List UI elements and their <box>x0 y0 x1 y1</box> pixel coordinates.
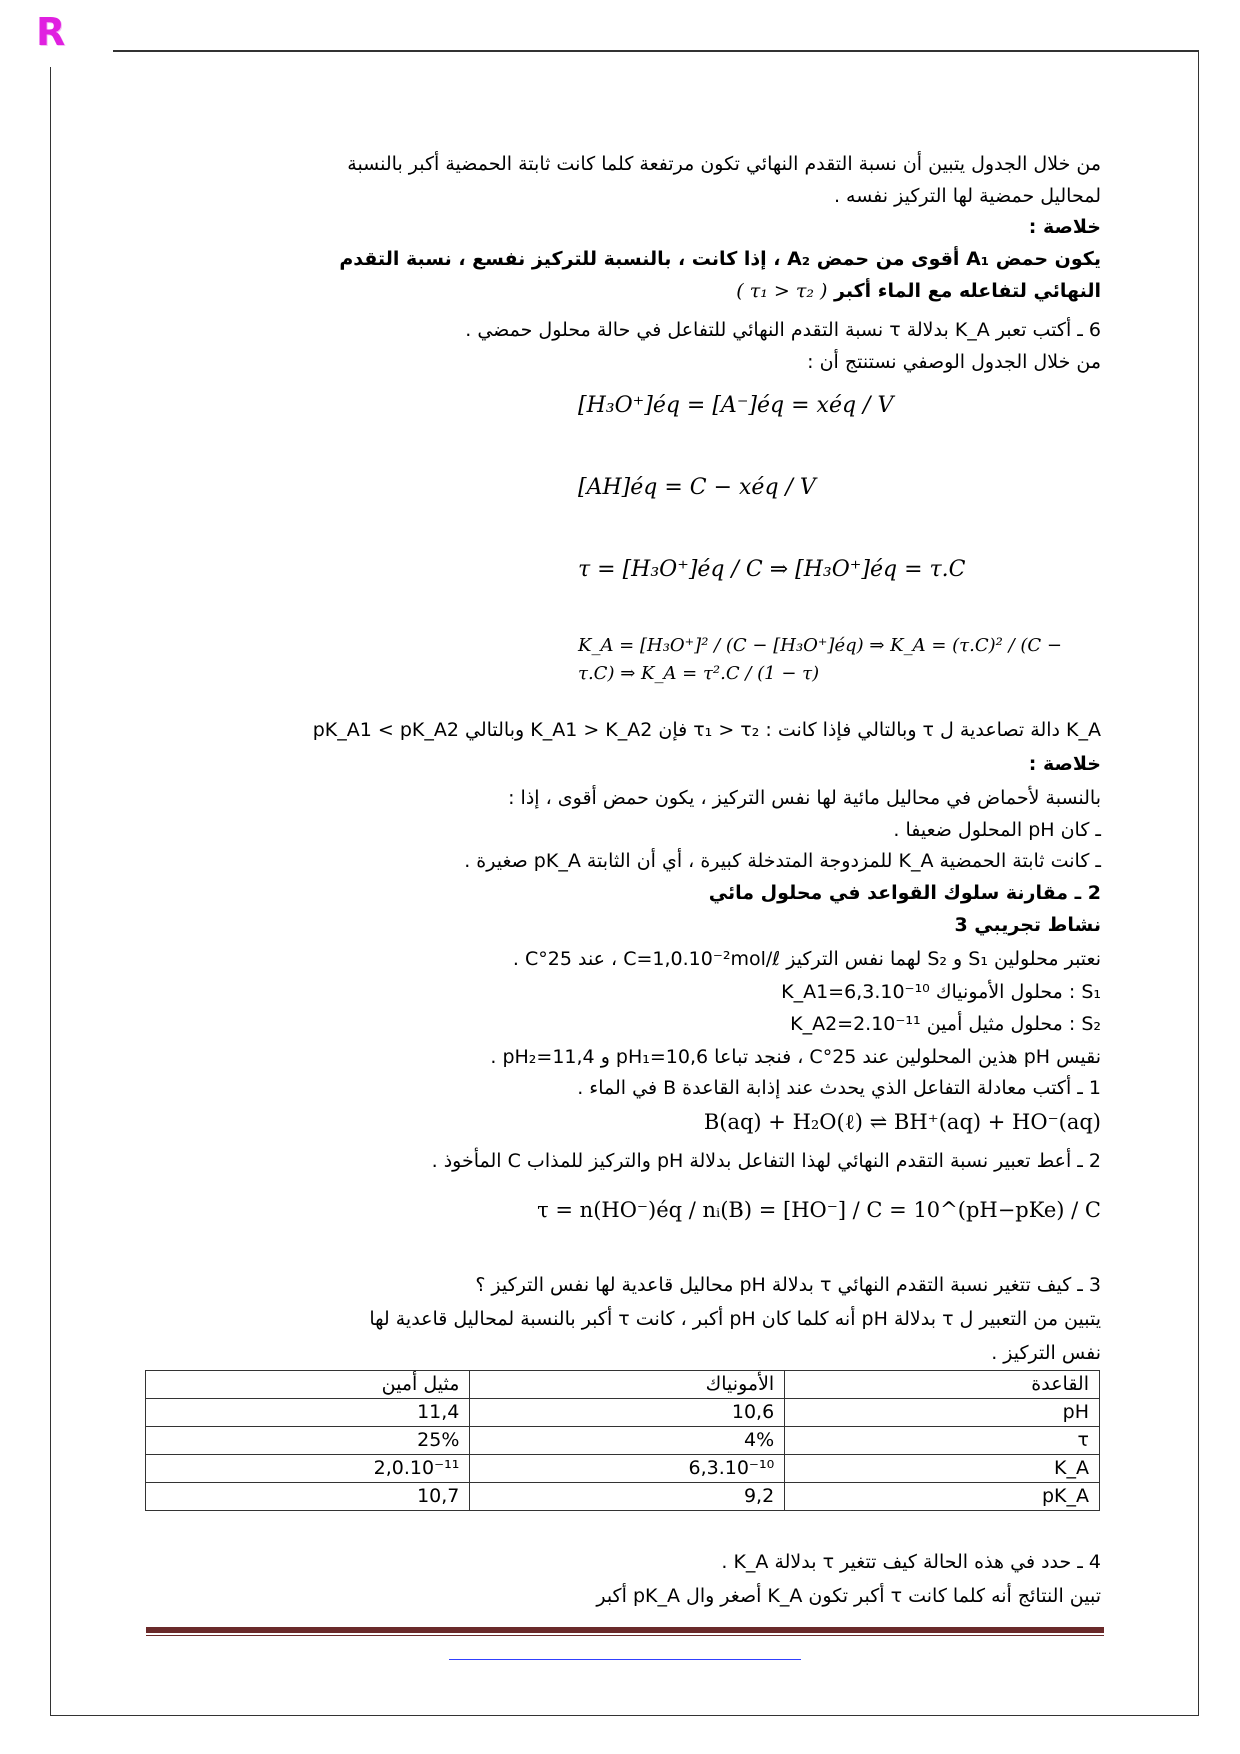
solution-s2: S₂ : محلول مثيل أمين K_A2=2.10⁻¹¹ <box>790 1013 1101 1035</box>
table-row <box>146 1399 1100 1427</box>
footer-rule <box>146 1627 1104 1633</box>
table-cell: 25% <box>146 1427 470 1455</box>
activity-title: نشاط تجريبي 3 <box>954 914 1101 936</box>
table-cell: K_A <box>785 1455 1100 1483</box>
answer-line: يتبين من التعبير ل τ بدلالة pH أنه كلما كان pH أكبر ، كانت τ أكبر بالنسبة لمحاليل قاعدية لها <box>369 1308 1101 1330</box>
table-cell: الأمونياك <box>470 1371 785 1399</box>
table-cell: 6,3.10⁻¹⁰ <box>470 1455 785 1483</box>
activity-intro: نعتبر محلولين S₁ و S₂ لهما نفس التركيز C=1,0.10⁻²mol/ℓ ، عند 25°C . <box>512 948 1101 970</box>
table-cell: pH <box>785 1399 1100 1427</box>
summary-line: يكون حمض A₁ أقوى من حمض A₂ ، إذا كانت ، بالنسبة للتركيز نفسع ، نسبة التقدم <box>339 248 1101 270</box>
footer-rule-thin <box>146 1635 1104 1636</box>
summary-line: ـ كانت ثابتة الحمضية K_A للمزدوجة المتدخلة كبيرة ، أي أن الثابتة pK_A صغيرة . <box>464 850 1101 872</box>
table-cell: τ <box>785 1427 1100 1455</box>
table-cell: مثيل أمين <box>146 1371 470 1399</box>
page-border-left <box>50 67 51 1715</box>
table-cell: 9,2 <box>470 1483 785 1511</box>
summary-title: خلاصة : <box>1028 753 1101 775</box>
reaction-equation: B(aq) + H₂O(ℓ) ⇌ BH⁺(aq) + HO⁻(aq) <box>703 1110 1101 1134</box>
equation-3: τ = [H₃O⁺]éq / C ⇒ [H₃O⁺]éq = τ.C <box>578 557 966 582</box>
tau-condition: ( τ₁ > τ₂ ) <box>736 280 828 302</box>
table-row <box>146 1483 1100 1511</box>
conclusion-line: K_A دالة تصاعدية ل τ وبالتالي فإذا كانت : τ₁ > τ₂ فإن K_A1 > K_A2 وبالتالي pK_A1 < pK_A2 <box>312 719 1101 741</box>
footer-link-underline[interactable] <box>449 1659 801 1660</box>
answer-4: تبين النتائج أنه كلما كانت τ أكبر تكون K_A أصغر وال pK_A أكبر <box>596 1585 1101 1607</box>
table-row <box>146 1427 1100 1455</box>
equation-4: K_A = [H₃O⁺]² / (C − [H₃O⁺]éq) ⇒ K_A = (τ.C)² / (C − τ.C) ⇒ K_A = τ².C / (1 − τ) <box>578 635 1062 684</box>
page-border-top <box>113 50 1199 52</box>
question-4: 4 ـ حدد في هذه الحالة كيف تتغير τ بدلالة K_A . <box>721 1551 1101 1573</box>
solution-s1: S₁ : محلول الأمونياك K_A1=6,3.10⁻¹⁰ <box>781 981 1101 1003</box>
table-cell: 10,7 <box>146 1483 470 1511</box>
table-cell: القاعدة <box>785 1371 1100 1399</box>
table-cell: 11,4 <box>146 1399 470 1427</box>
logo: R <box>36 10 66 54</box>
bases-table <box>145 1370 1100 1511</box>
table-row <box>146 1455 1100 1483</box>
question-6: 6 ـ أكتب تعبر K_A بدلالة τ نسبة التقدم النهائي للتفاعل في حالة محلول حمضي . <box>465 319 1101 341</box>
summary-line: بالنسبة لأحماض في محاليل مائية لها نفس التركيز ، يكون حمض أقوى ، إذا : <box>508 787 1101 809</box>
equation-1: [H₃O⁺]éq = [A⁻]éq = xéq / V <box>578 393 894 418</box>
summary-line: ـ كان pH المحلول ضعيفا . <box>893 819 1101 841</box>
page-border-right <box>1198 50 1199 1716</box>
question-3: 3 ـ كيف تتغير نسبة التقدم النهائي τ بدلالة pH محاليل قاعدية لها نفس التركيز ؟ <box>475 1274 1101 1296</box>
page-border-bottom <box>50 1715 1199 1716</box>
table-header-row <box>146 1371 1100 1399</box>
summary-title: خلاصة : <box>1028 216 1101 238</box>
paragraph-line: لمحاليل حمضية لها التركيز نفسه . <box>833 185 1101 207</box>
table-cell: 2,0.10⁻¹¹ <box>146 1455 470 1483</box>
paragraph-line: من خلال الجدول يتبين أن نسبة التقدم النهائي تكون مرتفعة كلما كانت ثابتة الحمضية أكبر بالنسبة <box>347 153 1101 175</box>
equation-2: [AH]éq = C − xéq / V <box>578 475 816 500</box>
summary-line <box>145 276 1101 306</box>
table-cell: 4% <box>470 1427 785 1455</box>
section-title: 2 ـ مقارنة سلوك القواعد في محلول مائي <box>708 882 1101 904</box>
question-2: 2 ـ أعط تعبير نسبة التقدم النهائي لهذا التفاعل بدلالة pH والتركيز للمذاب C المأخوذ . <box>431 1150 1101 1172</box>
question-1: 1 ـ أكتب معادلة التفاعل الذي يحدث عند إذابة القاعدة B في الماء . <box>577 1077 1101 1099</box>
summary-text: النهائي لتفاعله مع الماء أكبر <box>834 280 1101 302</box>
table-cell: pK_A <box>785 1483 1100 1511</box>
table-cell: 10,6 <box>470 1399 785 1427</box>
measure-line: نقيس pH هذين المحلولين عند 25°C ، فنجد تباعا pH₁=10,6 و pH₂=11,4 . <box>490 1046 1101 1068</box>
answer-line: نفس التركيز . <box>991 1342 1101 1364</box>
intro-line: من خلال الجدول الوصفي نستنتج أن : <box>807 351 1101 373</box>
tau-expression: τ = n(HO⁻)éq / nᵢ(B) = [HO⁻] / C = 10^(pH−pKe) / C <box>537 1198 1101 1222</box>
